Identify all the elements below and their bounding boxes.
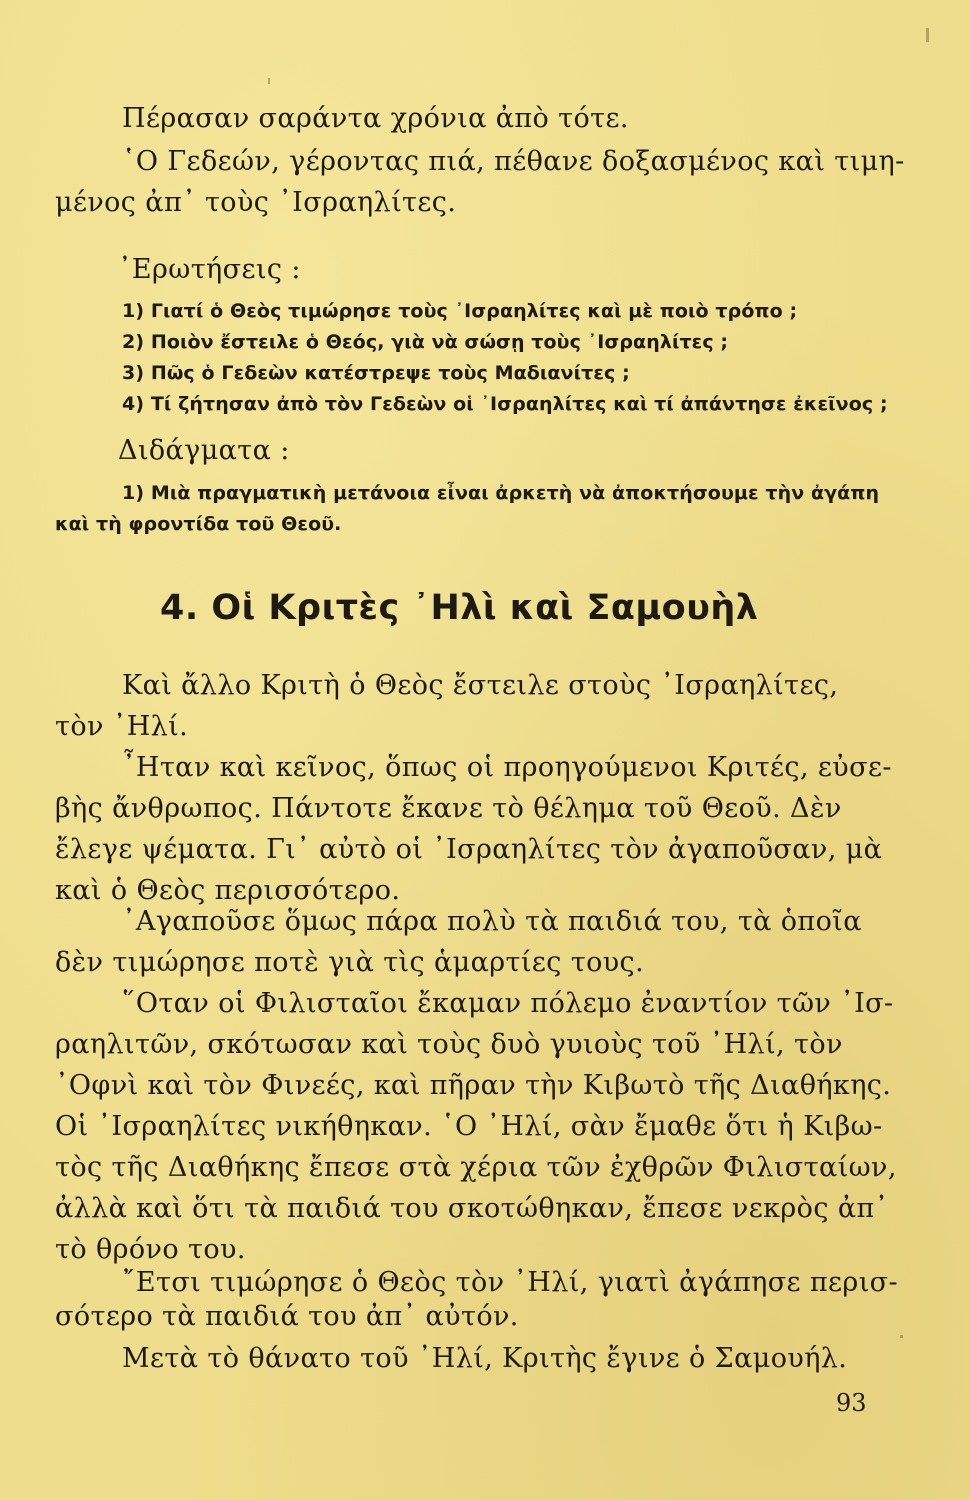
intro-line-2: ῾Ο Γεδεών, γέροντας πιά, πέθανε δοξασμένος καὶ τιμη- — [122, 146, 905, 177]
question-2: 2) Ποιὸν ἔστειλε ὁ Θεός, γιὰ νὰ σώσῃ τοὺς ᾽Ισραηλίτες ; — [122, 331, 729, 353]
chapter-heading: 4. Οἱ Κριτὲς ᾽Ηλὶ καὶ Σαμουὴλ — [160, 588, 759, 628]
intro-line-1: Πέρασαν σαράντα χρόνια ἀπὸ τότε. — [122, 103, 629, 134]
body-line-15: τὸ θρόνο του. — [55, 1234, 246, 1265]
body-line-12: Οἱ ᾽Ισραηλίτες νικήθηκαν. ῾Ο ᾽Ηλί, σὰν ἔμαθε ὅτι ἡ Κιβω- — [55, 1111, 883, 1142]
body-line-18: Μετὰ τὸ θάνατο τοῦ ᾽Ηλί, Κριτὴς ἔγινε ὁ Σαμουήλ. — [122, 1343, 848, 1374]
lesson-line-2: καὶ τὴ φροντίδα τοῦ Θεοῦ. — [55, 513, 342, 535]
body-line-6: καὶ ὁ Θεὸς περισσότερο. — [55, 875, 401, 906]
body-line-4: βὴς ἄνθρωπος. Πάντοτε ἔκανε τὸ θέλημα τοῦ Θεοῦ. Δὲν — [55, 793, 842, 824]
question-1: 1) Γιατί ὁ Θεὸς τιμώρησε τοὺς ᾽Ισραηλίτες καὶ μὲ ποιὸ τρόπο ; — [122, 300, 798, 322]
lessons-title: Διδάγματα : — [118, 435, 290, 466]
questions-title: ᾽Ερωτήσεις : — [118, 254, 301, 285]
body-line-5: ἔλεγε ψέματα. Γι᾽ αὐτὸ οἱ ᾽Ισραηλίτες τὸν ἀγαποῦσαν, μὰ — [55, 834, 883, 865]
body-line-1: Καὶ ἄλλο Κριτὴ ὁ Θεὸς ἔστειλε στοὺς ᾽Ισραηλίτες, — [122, 670, 839, 701]
body-line-13: τὸς τῆς Διαθήκης ἔπεσε στὰ χέρια τῶν ἐχθρῶν Φιλισταίων, — [55, 1152, 897, 1183]
body-line-10: ραηλιτῶν, σκότωσαν καὶ τοὺς δυὸ γυιοὺς τοῦ ᾽Ηλί, τὸν — [55, 1029, 843, 1060]
body-line-3: ῏Ηταν καὶ κεῖνος, ὅπως οἱ προηγούμενοι Κριτές, εὐσε- — [122, 752, 892, 783]
lesson-line-1: 1) Μιὰ πραγματικὴ μετάνοια εἶναι ἀρκετὴ νὰ ἀποκτήσουμε τὴν ἀγάπη — [122, 482, 880, 504]
print-speck — [926, 28, 929, 42]
question-4: 4) Τί ζήτησαν ἀπὸ τὸν Γεδεὼν οἱ ᾽Ισραηλίτες καὶ τί ἀπάντησε ἐκεῖνος ; — [122, 393, 888, 415]
body-line-8: δὲν τιμώρησε ποτὲ γιὰ τὶς ἁμαρτίες τους. — [55, 947, 645, 978]
print-speck — [900, 1335, 903, 1338]
body-line-2: τὸν ᾽Ηλί. — [55, 711, 189, 742]
print-speck — [268, 78, 270, 84]
question-3: 3) Πῶς ὁ Γεδεὼν κατέστρεψε τοὺς Μαδιανίτες ; — [122, 362, 630, 384]
body-line-14: ἀλλὰ καὶ ὅτι τὰ παιδιά του σκοτώθηκαν, ἔπεσε νεκρὸς ἀπ᾽ — [55, 1193, 889, 1224]
page-number: 93 — [836, 1389, 867, 1417]
body-line-17: σότερο τὰ παιδιά του ἀπ᾽ αὐτόν. — [55, 1301, 519, 1332]
body-line-11: ᾽Οφνὶ καὶ τὸν Φινεές, καὶ πῆραν τὴν Κιβωτὸ τῆς Διαθήκης. — [55, 1070, 892, 1101]
intro-line-3: μένος ἀπ᾽ τοὺς ᾽Ισραηλίτες. — [55, 187, 457, 218]
body-line-16: ῎Ετσι τιμώρησε ὁ Θεὸς τὸν ᾽Ηλί, γιατὶ ἀγάπησε περισ- — [122, 1267, 899, 1298]
body-line-7: ᾽Αγαποῦσε ὅμως πάρα πολὺ τὰ παιδιά του, τὰ ὁποῖα — [122, 906, 862, 937]
body-line-9: ῞Οταν οἱ Φιλισταῖοι ἔκαμαν πόλεμο ἐναντίον τῶν ᾽Ισ- — [122, 988, 894, 1019]
